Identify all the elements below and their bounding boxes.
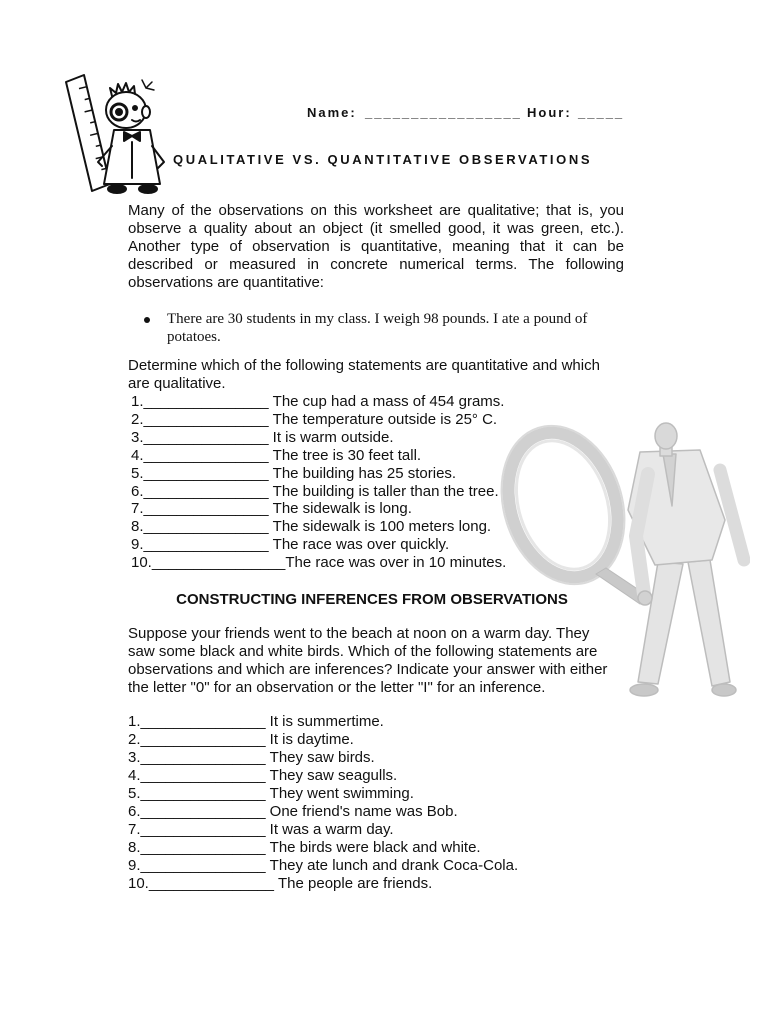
statement: The race was over quickly. <box>272 536 450 554</box>
item-number: 4. <box>131 446 144 464</box>
list-item <box>128 731 518 749</box>
item-number: 10. <box>128 875 149 892</box>
part2-question-list <box>128 713 518 893</box>
statement: They saw birds. <box>269 749 375 766</box>
list-item <box>131 393 506 411</box>
statement: The people are friends. <box>278 875 433 892</box>
page-title: QUALITATIVE VS. QUANTITATIVE OBSERVATIONS <box>173 152 593 167</box>
statement: One friend's name was Bob. <box>269 803 458 820</box>
intro-paragraph: Many of the observations on this worksheet are qualitative; that is, you observe a quality about an object (it smelled good, it was green, etc.). Another type of observation is quantitative, meaning that it can be described or measured in concrete numerical terms. The following observations are quantitative: <box>128 202 624 291</box>
item-number: 1. <box>131 393 144 410</box>
list-item <box>131 447 506 465</box>
example-bullet-text: There are 30 students in my class. I weigh 98 pounds. I ate a pound of potatoes. <box>167 311 588 345</box>
item-number: 2. <box>128 731 141 748</box>
statement: They went swimming. <box>269 785 414 802</box>
item-number: 8. <box>131 518 144 536</box>
item-number: 3. <box>128 749 141 766</box>
statement: They ate lunch and drank Coca-Cola. <box>269 857 519 874</box>
item-number: 5. <box>128 785 141 802</box>
statement: The sidewalk is 100 meters long. <box>272 518 492 536</box>
statement: The cup had a mass of 454 grams. <box>272 393 505 410</box>
item-number: 2. <box>131 410 144 428</box>
answer-blank: _______________ <box>140 731 266 748</box>
item-number: 9. <box>128 857 141 874</box>
item-number: 4. <box>128 767 141 784</box>
statement: The birds were black and white. <box>269 839 481 856</box>
item-number: 5. <box>131 464 144 482</box>
item-number: 7. <box>131 500 144 518</box>
answer-blank: _______________ <box>140 713 266 730</box>
statement: The race was over in 10 minutes. <box>285 554 507 572</box>
statement: It was a warm day. <box>269 821 394 838</box>
bullet-icon <box>144 317 150 323</box>
list-item <box>128 821 518 839</box>
list-item <box>131 429 506 447</box>
answer-blank: _______________ <box>143 428 269 446</box>
statement: The temperature outside is 25° C. <box>272 410 498 428</box>
answer-blank: _______________ <box>143 446 269 464</box>
part1-question-list <box>131 393 506 572</box>
hour-label: Hour: <box>527 105 572 120</box>
ruler <box>66 75 110 191</box>
list-item <box>128 803 518 821</box>
item-number: 6. <box>128 803 141 820</box>
part2-instructions: Suppose your friends went to the beach at noon on a warm day. They saw some black and white birds. Which of the following statements are observations and which are inferences? Indicate your answer with either the letter "0" for an observation or the letter "I" for an inference. <box>128 625 608 696</box>
item-number: 9. <box>131 536 144 554</box>
statement: The sidewalk is long. <box>272 500 412 518</box>
list-item <box>128 839 518 857</box>
man-figure <box>628 423 744 696</box>
name-label: Name: <box>307 105 357 120</box>
answer-blank: _______________ <box>143 500 269 518</box>
answer-blank: _______________ <box>140 767 266 784</box>
answer-blank: _______________ <box>140 857 266 874</box>
magnifying-glass <box>498 414 648 604</box>
statement: It is daytime. <box>269 731 354 748</box>
list-item <box>128 875 518 893</box>
list-item <box>128 767 518 785</box>
list-item <box>131 554 506 572</box>
scientist-figure <box>98 80 164 193</box>
statement: The building has 25 stories. <box>272 464 457 482</box>
list-item <box>131 518 506 536</box>
list-item <box>128 785 518 803</box>
statement: They saw seagulls. <box>269 767 398 784</box>
list-item <box>131 465 506 483</box>
list-item <box>128 749 518 767</box>
item-number: 8. <box>128 839 141 856</box>
list-item <box>131 411 506 429</box>
statement: It is warm outside. <box>272 428 394 446</box>
item-number: 7. <box>128 821 141 838</box>
part1-instructions: Determine which of the following statements are quantitative and which are qualitative. <box>128 357 600 392</box>
item-number: 10. <box>131 554 152 572</box>
answer-blank: _______________ <box>140 839 266 856</box>
answer-blank: _______________ <box>140 803 266 820</box>
answer-blank: _______________ <box>140 821 266 838</box>
item-number: 1. <box>128 713 141 730</box>
item-number: 6. <box>131 482 144 500</box>
item-number: 3. <box>131 428 144 446</box>
list-item <box>131 500 506 518</box>
answer-blank: ________________ <box>151 554 286 572</box>
answer-blank: _______________ <box>143 393 269 410</box>
section-heading: CONSTRUCTING INFERENCES FROM OBSERVATIONS <box>176 591 568 608</box>
answer-blank: _______________ <box>143 482 269 500</box>
answer-blank: _______________ <box>148 875 274 892</box>
statement: It is summertime. <box>269 713 384 730</box>
list-item <box>128 713 518 731</box>
answer-blank: _______________ <box>143 464 269 482</box>
answer-blank: _______________ <box>143 410 269 428</box>
answer-blank: _______________ <box>143 518 269 536</box>
list-item <box>131 536 506 554</box>
statement: The building is taller than the tree. <box>272 482 499 500</box>
hour-blank: _____ <box>578 105 625 120</box>
list-item <box>128 857 518 875</box>
answer-blank: _______________ <box>140 785 266 802</box>
statement: The tree is 30 feet tall. <box>272 446 422 464</box>
scientist-ruler-icon <box>62 66 170 196</box>
answer-blank: _______________ <box>143 536 269 554</box>
list-item <box>131 483 506 501</box>
name-blank: _________________ <box>365 105 522 120</box>
answer-blank: _______________ <box>140 749 266 766</box>
